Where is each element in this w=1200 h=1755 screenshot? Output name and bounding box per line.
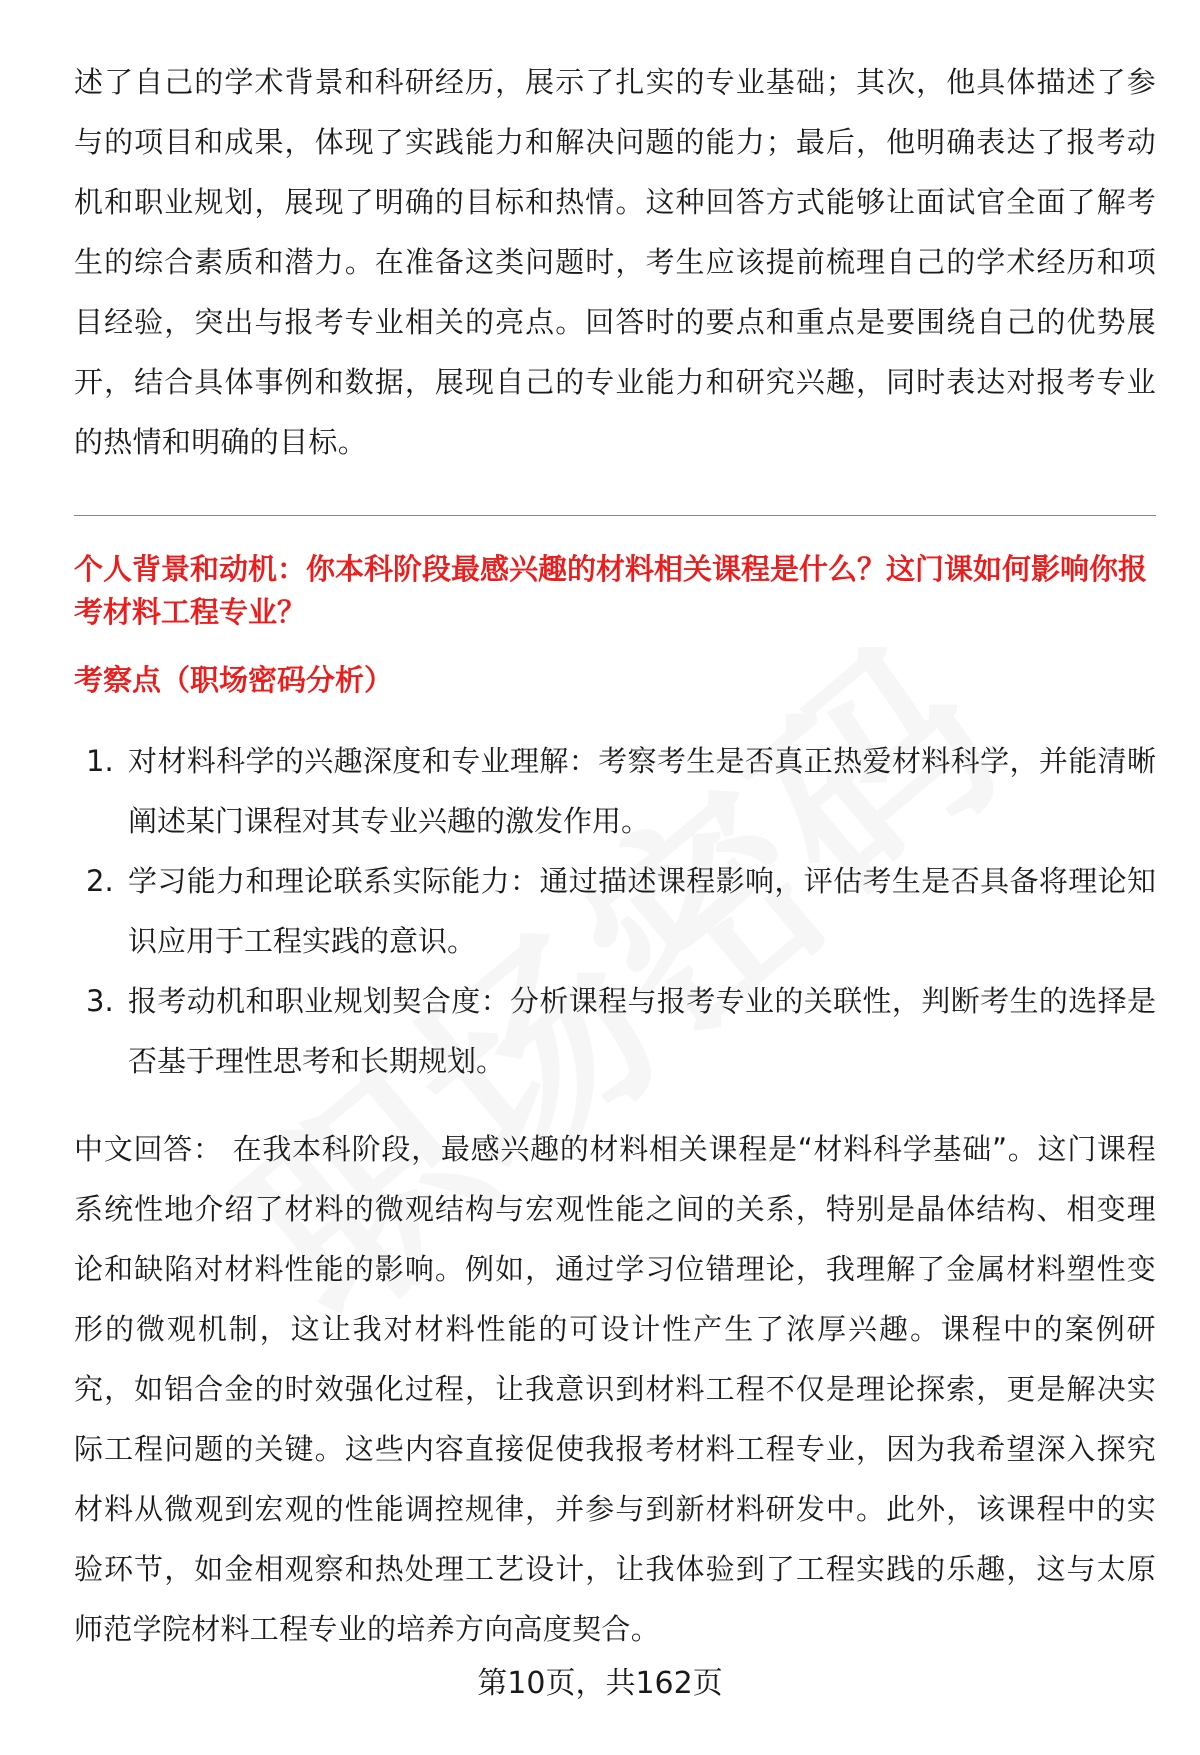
list-item-number: 3.	[86, 984, 114, 1018]
answer-paragraph: 中文回答： 在我本科阶段，最感兴趣的材料相关课程是“材料科学基础”。这门课程系统性地介绍了材料的微观结构与宏观性能之间的关系，特别是晶体结构、相变理论和缺陷对材料性能的影响。例如，通过学习位错理论，我理解了金属材料塑性变形的微观机制，这让我对材料性能的可设计性产生了浓厚兴趣。课程中的案例研究，如铝合金的时效强化过程，让我意识到材料工程不仅是理论探索，更是解决实际工程问题的关键。这些内容直接促使我报考材料工程专业，因为我希望深入探究材料从微观到宏观的性能调控规律，并参与到新材料研发中。此外，该课程中的实验环节，如金相观察和热处理工艺设计，让我体验到了工程实践的乐趣，这与太原师范学院材料工程专业的培养方向高度契合。	[74, 1132, 1156, 1646]
list-item-number: 2.	[86, 864, 114, 898]
list-item-text: 学习能力和理论联系实际能力：通过描述课程影响，评估考生是否具备将理论知识应用于工程实践的意识。	[128, 864, 1156, 958]
intro-paragraph: 述了自己的学术背景和科研经历，展示了扎实的专业基础；其次，他具体描述了参与的项目和成果，体现了实践能力和解决问题的能力；最后，他明确表达了报考动机和职业规划，展现了明确的目标和热情。这种回答方式能够让面试官全面了解考生的综合素质和潜力。在准备这类问题时，考生应该提前梳理自己的学术经历和项目经验，突出与报考专业相关的亮点。回答时的要点和重点是要围绕自己的优势展开，结合具体事例和数据，展现自己的专业能力和研究兴趣，同时表达对报考专业的热情和明确的目标。	[74, 65, 1156, 459]
assessment-points-heading: 考察点（职场密码分析）	[74, 663, 394, 697]
list-item	[74, 851, 1156, 971]
section-divider	[74, 515, 1156, 516]
list-item-text: 对材料科学的兴趣深度和专业理解：考察考生是否真正热爱材料科学，并能清晰阐述某门课程对其专业兴趣的激发作用。	[128, 744, 1156, 838]
list-item-text: 报考动机和职业规划契合度：分析课程与报考专业的关联性，判断考生的选择是否基于理性思考和长期规划。	[128, 984, 1156, 1078]
assessment-points-list	[74, 731, 1156, 1091]
list-item-number: 1.	[86, 744, 114, 778]
list-item	[74, 971, 1156, 1091]
page-footer: 第10页，共162页	[477, 1666, 723, 1701]
list-item	[74, 731, 1156, 851]
question-heading: 个人背景和动机：你本科阶段最感兴趣的材料相关课程是什么？这门课如何影响你报考材料工程专业？	[74, 552, 1148, 629]
